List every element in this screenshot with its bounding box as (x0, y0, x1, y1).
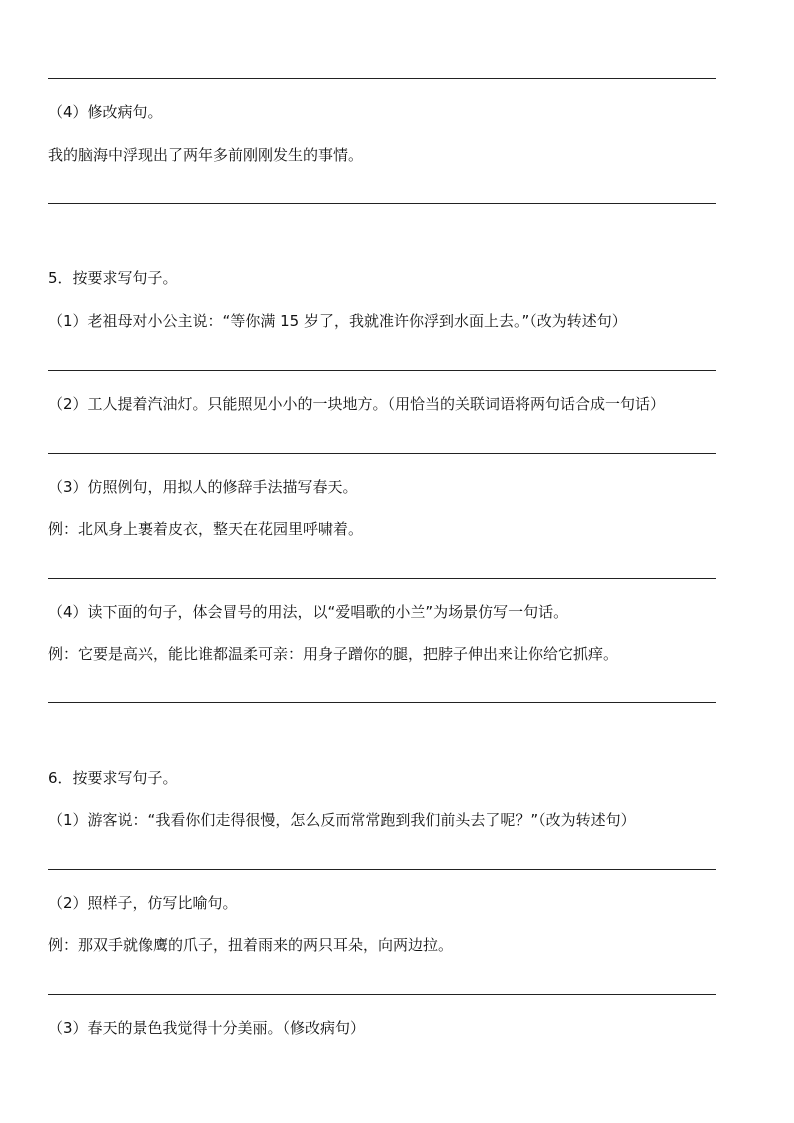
q6-item2-prompt: （2）照样子，仿写比喻句。 (48, 894, 238, 912)
q5-item1-prompt: （1）老祖母对小公主说：“等你满 15 岁了，我就准许你浮到水面上去。”（改为转述句） (48, 312, 627, 330)
q5-title: 5．按要求写句子。 (48, 269, 178, 287)
answer-line[interactable] (48, 78, 716, 79)
answer-line[interactable] (48, 994, 716, 995)
answer-line[interactable] (48, 702, 716, 703)
answer-line[interactable] (48, 203, 716, 204)
q5-item3-example: 例：北风身上裹着皮衣，整天在花园里呼啸着。 (48, 520, 364, 538)
q6-title: 6．按要求写句子。 (48, 769, 178, 787)
answer-line[interactable] (48, 453, 716, 454)
q6-item1-prompt: （1）游客说：“我看你们走得很慢，怎么反而常常跑到我们前头去了呢？”（改为转述句） (48, 811, 636, 829)
q5-item2-prompt: （2）工人提着汽油灯。只能照见小小的一块地方。（用恰当的关联词语将两句话合成一句话） (48, 395, 666, 413)
q4-sub4-label: （4）修改病句。 (48, 103, 163, 121)
q5-item4-example: 例：它要是高兴，能比谁都温柔可亲：用身子蹭你的腿，把脖子伸出来让你给它抓痒。 (48, 645, 619, 663)
q6-item3-prompt: （3）春天的景色我觉得十分美丽。（修改病句） (48, 1019, 366, 1037)
q4-sub4-sentence: 我的脑海中浮现出了两年多前刚刚发生的事情。 (48, 146, 364, 164)
q5-item4-prompt: （4）读下面的句子，体会冒号的用法，以“爱唱歌的小兰”为场景仿写一句话。 (48, 603, 569, 621)
q6-item2-example: 例：那双手就像鹰的爪子，扭着雨来的两只耳朵，向两边拉。 (48, 936, 454, 954)
answer-line[interactable] (48, 578, 716, 579)
answer-line[interactable] (48, 370, 716, 371)
q5-item3-prompt: （3）仿照例句，用拟人的修辞手法描写春天。 (48, 478, 358, 496)
answer-line[interactable] (48, 869, 716, 870)
